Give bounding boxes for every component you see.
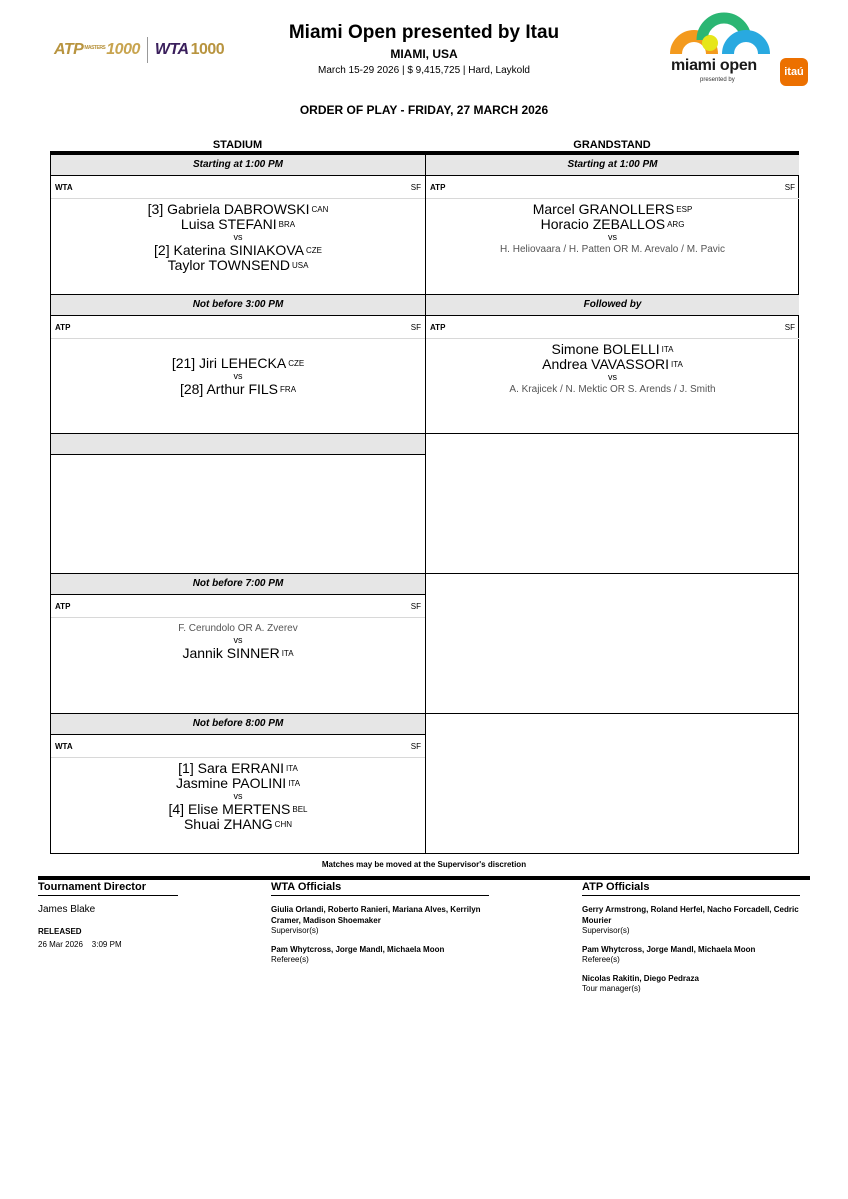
match-players xyxy=(426,339,799,396)
tournament-info: March 15-29 2026 | $ 9,415,725 | Hard, Laykold xyxy=(318,65,530,76)
match-time-empty xyxy=(51,434,425,455)
match-round: SF xyxy=(410,602,421,611)
match-time: Starting at 1:00 PM xyxy=(426,155,799,176)
wta-logo-number: 1000 xyxy=(190,41,225,58)
section-heading: ATP Officials xyxy=(582,880,800,896)
match-tour: ATP xyxy=(430,183,446,192)
versus-label: vs xyxy=(233,791,243,801)
match-round: SF xyxy=(410,742,421,751)
match-tour: WTA xyxy=(55,183,73,192)
match-time: Not before 8:00 PM xyxy=(51,714,425,735)
officials-names: Pam Whytcross, Jorge Mandl, Michaela Moon xyxy=(271,945,445,954)
versus-label: vs xyxy=(233,232,243,242)
officials-role: Referee(s) xyxy=(271,955,309,964)
grandstand-slot-5-empty xyxy=(426,714,799,853)
court-header-grandstand: GRANDSTAND xyxy=(573,139,651,151)
miami-open-logo xyxy=(668,10,773,88)
versus-label: vs xyxy=(233,635,243,645)
officials-role: Supervisor(s) xyxy=(582,926,630,935)
player: Taylor TOWNSEND USA xyxy=(167,257,309,273)
match-time: Starting at 1:00 PM xyxy=(51,155,425,176)
officials-names: Pam Whytcross, Jorge Mandl, Michaela Moon xyxy=(582,945,756,954)
pending-opponents: F. Cerundolo OR A. Zverev xyxy=(178,623,298,634)
match-players xyxy=(51,758,425,832)
versus-label: vs xyxy=(233,371,243,381)
player: Simone BOLELLI ITA xyxy=(551,341,674,357)
section-heading: Tournament Director xyxy=(38,880,178,896)
match-type-row xyxy=(426,176,799,199)
stadium-match-4 xyxy=(51,574,426,714)
stadium-slot-3-empty xyxy=(51,434,426,574)
player: Horacio ZEBALLOS ARG xyxy=(540,216,685,232)
released-label: RELEASED xyxy=(38,927,82,936)
pending-opponents: A. Krajicek / N. Mektic OR S. Arends / J. Smith xyxy=(509,384,716,395)
officials-names: Giulia Orlandi, Roberto Ranieri, Mariana Alves, Kerrilyn Cramer, Madison Shoemaker xyxy=(271,905,481,925)
miami-open-wordmark: miami open xyxy=(671,57,757,74)
match-round: SF xyxy=(410,323,421,332)
pending-opponents: H. Heliovaara / H. Patten OR M. Arevalo / M. Pavic xyxy=(499,244,726,255)
player: Andrea VAVASSORI ITA xyxy=(542,356,683,372)
player: [21] Jiri LEHECKA CZE xyxy=(171,355,305,371)
stadium-match-1 xyxy=(51,155,426,295)
match-tour: ATP xyxy=(55,602,71,611)
match-round: SF xyxy=(784,323,795,332)
grandstand-slot-3-empty xyxy=(426,434,799,574)
player: [28] Arthur FILS FRA xyxy=(179,381,297,397)
tournament-director-section xyxy=(38,880,178,949)
grandstand-match-1 xyxy=(426,155,799,295)
player: [1] Sara ERRANI ITA xyxy=(178,760,298,776)
order-of-play-title: ORDER OF PLAY - FRIDAY, 27 MARCH 2026 xyxy=(299,103,549,117)
officials-role: Tour manager(s) xyxy=(582,984,641,993)
match-type-row xyxy=(51,735,425,758)
match-players xyxy=(51,339,425,397)
released-timestamp: 26 Mar 2026 3:09 PM xyxy=(38,940,122,949)
grandstand-slot-4-empty xyxy=(426,574,799,714)
tournament-title: Miami Open presented by Itau xyxy=(288,22,560,43)
atp-logo-number: 1000 xyxy=(106,41,140,58)
director-name: James Blake xyxy=(38,904,96,915)
stadium-match-5 xyxy=(51,714,426,853)
miami-arc-icon xyxy=(668,10,773,60)
player: Marcel GRANOLLERS ESP xyxy=(532,201,693,217)
match-round: SF xyxy=(784,183,795,192)
match-time: Not before 7:00 PM xyxy=(51,574,425,595)
atp-logo-text: ATP xyxy=(54,41,84,58)
match-players xyxy=(51,618,425,661)
wta-logo-text: WTA xyxy=(154,41,189,58)
versus-label: vs xyxy=(608,232,617,242)
player: Shuai ZHANG CHN xyxy=(183,816,293,832)
player: Jasmine PAOLINI ITA xyxy=(175,775,301,791)
officials-names: Gerry Armstrong, Roland Herfel, Nacho Forcadell, Cedric Mourier xyxy=(582,905,799,925)
match-tour: ATP xyxy=(55,323,71,332)
player: [3] Gabriela DABROWSKI CAN xyxy=(147,201,329,217)
wta-officials-section xyxy=(271,880,489,965)
atp-logo-masters: MASTERS xyxy=(84,45,106,51)
section-heading: WTA Officials xyxy=(271,880,489,896)
match-type-row xyxy=(426,316,799,339)
match-players xyxy=(426,199,799,256)
itau-logo: itaú xyxy=(780,58,808,86)
match-time: Followed by xyxy=(426,295,799,316)
officials-role: Supervisor(s) xyxy=(271,926,319,935)
officials-names: Nicolas Rakitin, Diego Pedraza xyxy=(582,974,699,983)
match-type-row xyxy=(51,595,425,618)
player: Jannik SINNER ITA xyxy=(182,645,294,661)
match-players xyxy=(51,199,425,273)
supervisor-disclaimer: Matches may be moved at the Supervisor's discretion xyxy=(321,860,527,869)
player: [4] Elise MERTENS BEL xyxy=(168,801,308,817)
match-tour: WTA xyxy=(55,742,73,751)
tournament-city: MIAMI, USA xyxy=(390,47,458,61)
match-round: SF xyxy=(410,183,421,192)
match-time: Not before 3:00 PM xyxy=(51,295,425,316)
officials-role: Referee(s) xyxy=(582,955,620,964)
match-type-row xyxy=(51,316,425,339)
stadium-match-2 xyxy=(51,295,426,434)
grandstand-match-2 xyxy=(426,295,799,434)
miami-presented-by: presented by xyxy=(700,77,735,83)
atp-officials-section xyxy=(582,880,800,994)
player: Luisa STEFANI BRA xyxy=(180,216,296,232)
versus-label: vs xyxy=(608,372,617,382)
order-of-play-grid xyxy=(50,155,799,854)
match-type-row xyxy=(51,176,425,199)
match-tour: ATP xyxy=(430,323,446,332)
court-header-stadium: STADIUM xyxy=(212,139,263,151)
player: [2] Katerina SINIAKOVA CZE xyxy=(154,242,322,258)
